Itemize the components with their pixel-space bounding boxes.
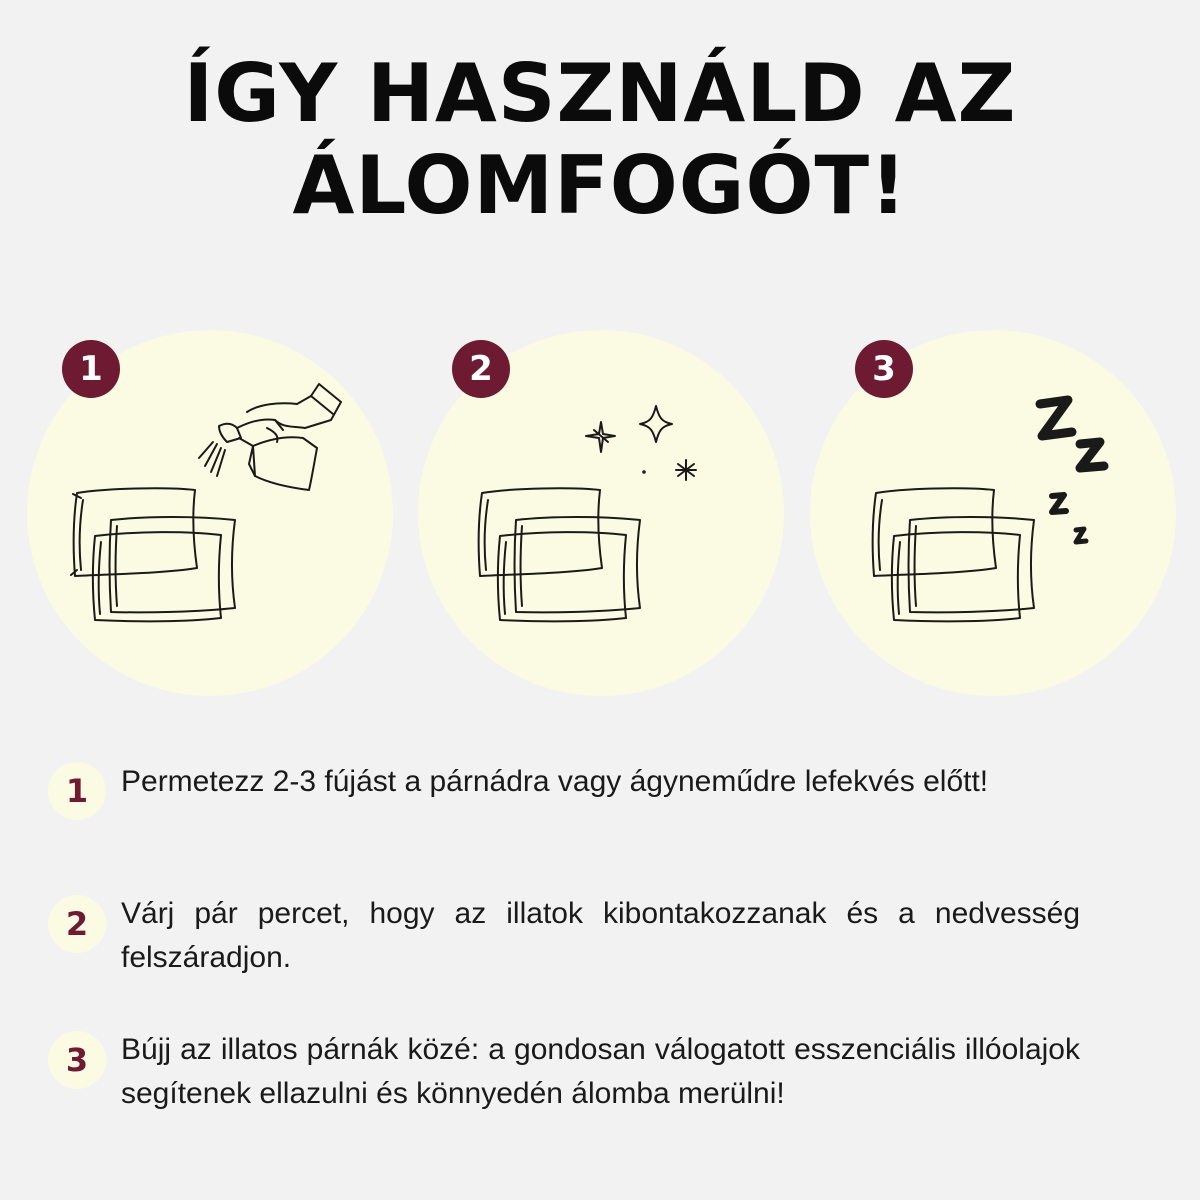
pillows-icon: [479, 488, 640, 621]
sparkles-icon: [586, 406, 696, 480]
pillows-icon: [873, 488, 1034, 621]
step-number-3: 3: [48, 1031, 106, 1089]
step-text-3: Bújj az illatos párnák közé: a gondosan válogatott esszenciális illóolajok segítenek ellazulni és könnyedén álomba merülni!: [121, 1033, 1080, 1110]
step-text-2: Várj pár percet, hogy az illatok kibontakozzanak és a nedvesség felszáradjon.: [121, 897, 1080, 974]
spray-bottle-hand-icon: [199, 384, 341, 490]
step-text-1: Permetezz 2-3 fújást a párnádra vagy ágyneműdre lefekvés előtt!: [121, 765, 989, 798]
step-badge-3: 3: [855, 340, 913, 398]
sleep-zzz-icon: [1040, 400, 1104, 542]
step-number-1: 1: [48, 762, 106, 820]
pillows-icon: [71, 488, 235, 621]
page-title: [0, 48, 1200, 232]
step-badge-1: 1: [62, 340, 120, 398]
step-number-2: 2: [48, 895, 106, 953]
step-badge-2: 2: [452, 340, 510, 398]
page-title-line-2: ÁLOMFOGÓT!: [292, 139, 908, 232]
page-title-line-1: ÍGY HASZNÁLD AZ: [183, 47, 1017, 140]
